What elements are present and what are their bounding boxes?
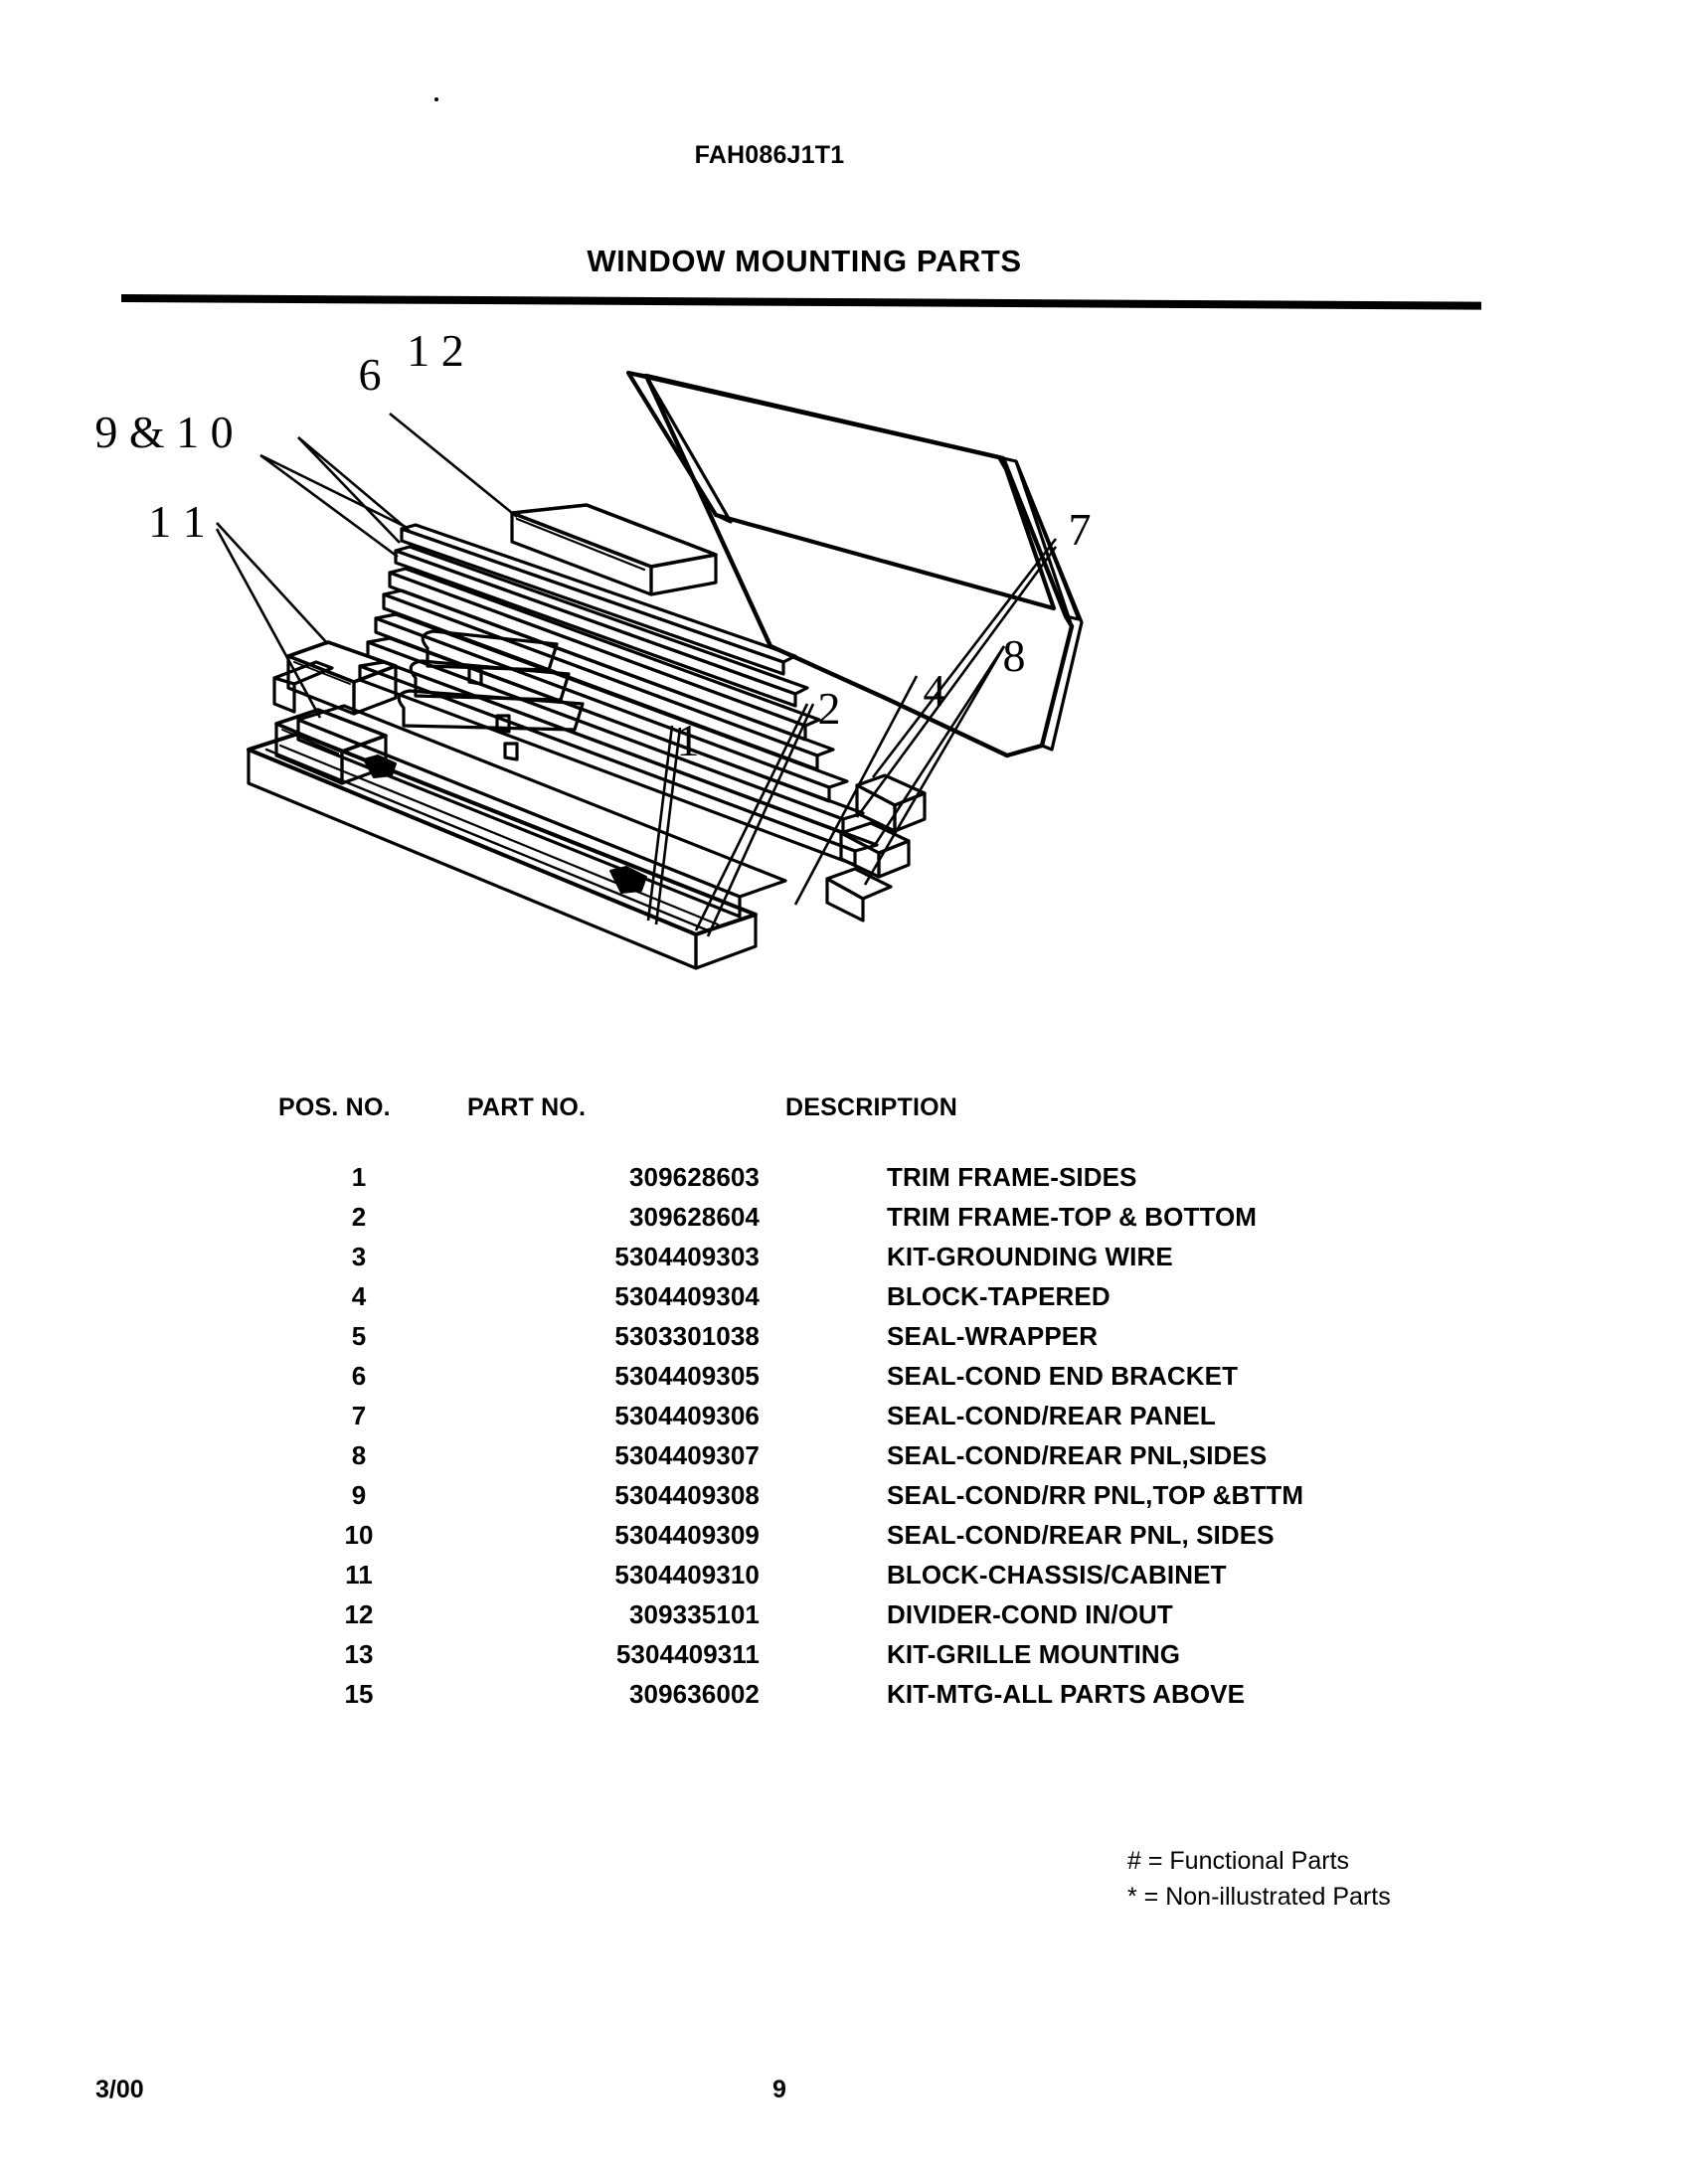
callout-12: 1 2 [407, 328, 464, 376]
leader-7-b [857, 547, 1056, 817]
cell-description: SEAL-WRAPPER [887, 1321, 1099, 1351]
legend-functional-parts: # = Functional Parts [1127, 1847, 1350, 1875]
end-block-c-front [827, 879, 863, 921]
legend-non-illustrated-parts: * = Non-illustrated Parts [1127, 1882, 1391, 1911]
cell-part-no: 309335101 [628, 1599, 760, 1629]
cell-part-no: 309628604 [628, 1202, 760, 1232]
leader-11-a [217, 523, 328, 644]
cell-part-no: 309628603 [628, 1162, 760, 1192]
cell-pos-no: 15 [344, 1679, 374, 1709]
callout-1: 1 [676, 715, 700, 765]
header-description: DESCRIPTION [785, 1093, 958, 1121]
cell-description: BLOCK-TAPERED [887, 1281, 1110, 1311]
divider-block-side [651, 555, 716, 594]
table-row [270, 1202, 1481, 1242]
cell-description: SEAL-COND/REAR PNL, SIDES [887, 1520, 1275, 1550]
cell-part-no: 309636002 [628, 1679, 760, 1709]
footer-date: 3/00 [95, 2076, 144, 2103]
callout-4: 4 [923, 665, 946, 716]
cell-description: DIVIDER-COND IN/OUT [887, 1599, 1173, 1629]
table-row [270, 1520, 1481, 1560]
stray-speck [434, 97, 438, 101]
cell-part-no: 5304409309 [614, 1520, 760, 1550]
cell-description: SEAL-COND/REAR PNL,SIDES [887, 1440, 1268, 1470]
cell-part-no: 5304409303 [614, 1242, 760, 1271]
table-row [270, 1440, 1481, 1480]
cell-description: SEAL-COND/REAR PANEL [887, 1401, 1216, 1430]
illustration-svg [0, 328, 1708, 1064]
cell-description: TRIM FRAME-TOP & BOTTOM [887, 1202, 1258, 1232]
table-row [270, 1321, 1481, 1361]
cell-part-no: 5304409310 [614, 1560, 760, 1590]
footer-page-number: 9 [772, 2076, 786, 2103]
parts-list [0, 1093, 1708, 1719]
cell-part-no: 5304409311 [615, 1639, 760, 1669]
divider-block-crease [517, 519, 644, 570]
cell-pos-no: 8 [351, 1440, 367, 1470]
table-row [270, 1242, 1481, 1281]
strip-tab-3 [505, 744, 517, 759]
rear-panel-main-face [646, 376, 1072, 755]
cell-pos-no: 1 [351, 1162, 367, 1192]
table-row [270, 1480, 1481, 1520]
table-row [270, 1162, 1481, 1202]
cell-pos-no: 6 [351, 1361, 367, 1391]
leader-12 [390, 414, 517, 517]
leader-6-b [298, 437, 412, 533]
table-row [270, 1679, 1481, 1719]
exploded-parts-illustration [0, 328, 1708, 1064]
cell-part-no: 5304409307 [614, 1440, 760, 1470]
header-part-no: PART NO. [467, 1093, 587, 1121]
header-pos-no: POS. NO. [278, 1093, 391, 1121]
trim-frame-inner-front [298, 720, 740, 917]
cell-pos-no: 11 [345, 1560, 373, 1590]
parts-table [270, 1093, 1481, 1719]
table-row [270, 1401, 1481, 1440]
cell-pos-no: 4 [351, 1281, 367, 1311]
leader-6-a [298, 437, 400, 543]
cell-description: KIT-GRILLE MOUNTING [887, 1639, 1181, 1669]
table-header-row [270, 1093, 1481, 1162]
table-row [270, 1599, 1481, 1639]
end-block-b-side [879, 841, 909, 877]
cell-description: KIT-MTG-ALL PARTS ABOVE [887, 1679, 1246, 1709]
model-number: FAH086J1T1 [694, 141, 845, 169]
cell-description: BLOCK-CHASSIS/CABINET [887, 1560, 1227, 1590]
illustration-geometry [249, 373, 1082, 968]
page-title: WINDOW MOUNTING PARTS [587, 244, 1022, 278]
cell-pos-no: 12 [344, 1599, 374, 1629]
cell-pos-no: 5 [351, 1321, 367, 1351]
tapered-block-upper-base-face [274, 678, 294, 712]
leader-2-a [696, 704, 807, 930]
cell-pos-no: 7 [351, 1401, 367, 1430]
cell-description: SEAL-COND END BRACKET [887, 1361, 1239, 1391]
cell-pos-no: 13 [344, 1639, 374, 1669]
legend-block [1127, 1844, 1391, 1915]
callout-9-10: 9 & 1 0 [94, 407, 234, 457]
table-row [270, 1639, 1481, 1679]
callout-6: 6 [358, 349, 382, 400]
callout-11: 1 1 [148, 496, 206, 547]
cell-description: TRIM FRAME-SIDES [887, 1162, 1137, 1192]
parts-table-head [270, 1093, 1481, 1162]
table-row [270, 1361, 1481, 1401]
cell-description: SEAL-COND/RR PNL,TOP &BTTM [887, 1480, 1304, 1510]
cell-pos-no: 3 [351, 1242, 367, 1271]
callout-2: 2 [817, 683, 841, 734]
cell-pos-no: 9 [351, 1480, 367, 1510]
leader-7-a [873, 539, 1056, 777]
leader-11-b [217, 529, 320, 718]
trim-frame-groove-1 [266, 750, 708, 930]
callout-7: 7 [1068, 504, 1092, 555]
table-row [270, 1560, 1481, 1599]
cell-part-no: 5303301038 [614, 1321, 760, 1351]
cell-pos-no: 10 [344, 1520, 374, 1550]
callout-8: 8 [1002, 630, 1026, 681]
cell-pos-no: 2 [351, 1202, 367, 1232]
rear-panel-back-face [628, 373, 1054, 608]
trim-frame-bottom-front [249, 750, 696, 968]
parts-table-body [270, 1162, 1481, 1719]
cell-description: KIT-GROUNDING WIRE [887, 1242, 1173, 1271]
table-row [270, 1281, 1481, 1321]
cell-part-no: 5304409305 [614, 1361, 760, 1391]
title-divider-rule [121, 294, 1481, 310]
cell-part-no: 5304409306 [614, 1401, 760, 1430]
cell-part-no: 5304409308 [614, 1480, 760, 1510]
cell-part-no: 5304409304 [614, 1281, 760, 1311]
